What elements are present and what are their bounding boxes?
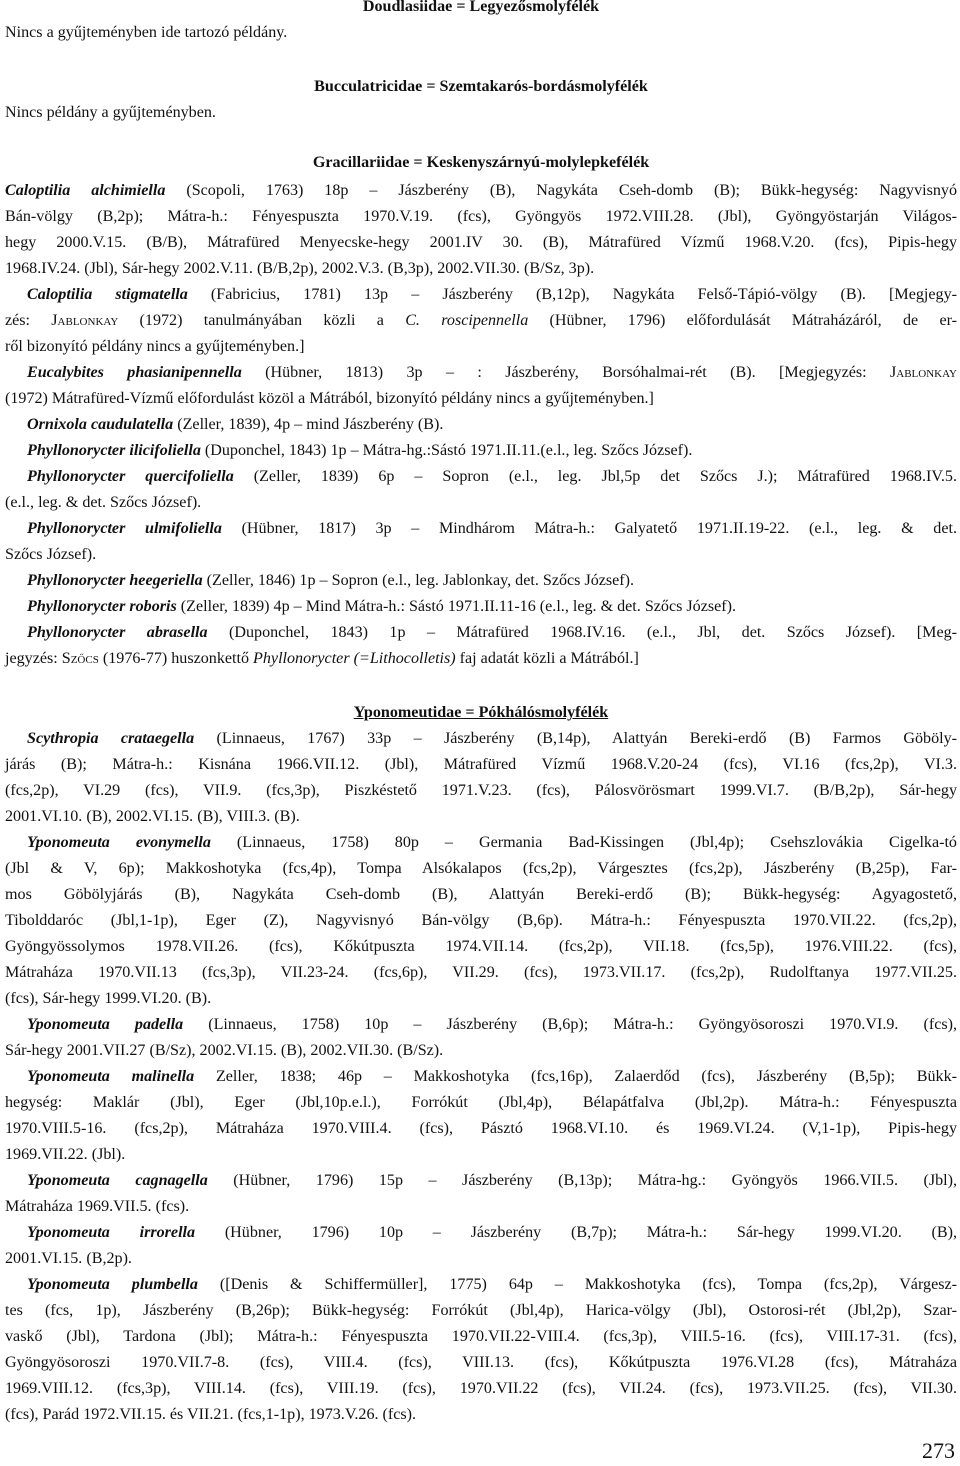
text-segment: Bán-völgy (B,2p); Mátra-h.: Fényespuszta 1970.V.19. (fcs), Gyöngyös 1972.VIII.28. (Jbl), Gyöngyöstarján Világos- xyxy=(5,208,957,225)
text-line xyxy=(27,1012,957,1038)
text-segment: (Duponchel, 1843) 1p – Mátra-hg.:Sástó 1971.II.11.(e.l., leg. Szőcs József). xyxy=(200,442,693,459)
species-name: Ornixola caudulatella xyxy=(27,416,174,433)
text-line xyxy=(5,386,957,412)
text-line xyxy=(5,256,957,282)
text-line xyxy=(5,1194,957,1220)
text-line xyxy=(27,282,957,308)
text-line xyxy=(27,568,957,594)
species-name: Yponomeuta malinella xyxy=(27,1068,195,1085)
text-segment: 1968.IV.24. (Jbl), Sár-hegy 2002.V.11. (B/B,2p), 2002.V.3. (B,3p), 2002.VII.30. (B/Sz, 3p). xyxy=(5,260,595,277)
text-line xyxy=(5,882,957,908)
text-segment: (Hübner, 1796) előfordulását Mátraházáról, de er- xyxy=(528,312,957,329)
text-line xyxy=(27,830,957,856)
species-name: Phyllonorycter roboris xyxy=(27,598,177,615)
text-segment: Phyllonorycter (=Lithocolletis) xyxy=(253,650,456,667)
text-line xyxy=(27,594,957,620)
text-line xyxy=(5,856,957,882)
text-segment: C. xyxy=(405,312,420,329)
text-line xyxy=(27,726,957,752)
text-line xyxy=(5,1298,957,1324)
text-segment: (fcs), Parád 1972.VII.15. és VII.21. (fcs,1-1p), 1973.V.26. (fcs). xyxy=(5,1406,417,1423)
text-segment: (Fabricius, 1781) 13p – Jászberény (B,12p), Nagykáta Felső-Tápió-völgy (B). [Megjegy- xyxy=(187,286,957,303)
text-line xyxy=(27,1064,957,1090)
text-line xyxy=(5,1116,957,1142)
text-line xyxy=(5,1350,957,1376)
text-segment: (Jbl & V, 6p); Makkoshotyka (fcs,4p), Tompa Alsókalapos (fcs,2p), Várgesztes (fcs,2p), Jászberény (B,25p), Far- xyxy=(5,860,957,877)
text-line xyxy=(5,752,957,778)
text-segment: (1972) Mátrafüred-Vízmű előfordulást közöl a Mátrából, bizonyító példány nincs a gyűjteményben.] xyxy=(5,390,654,407)
text-line xyxy=(5,204,957,230)
species-name: Phyllonorycter quercifoliella xyxy=(27,468,234,485)
text-line xyxy=(5,1038,957,1064)
text-segment: Nincs a gyűjteményben ide tartozó példány. xyxy=(5,24,288,41)
text-line xyxy=(27,464,957,490)
species-name: Yponomeuta plumbella xyxy=(27,1276,198,1293)
text-segment: (e.l., leg. & det. Szőcs József). xyxy=(5,494,202,511)
species-name: Caloptilia alchimiella xyxy=(5,182,166,199)
text-line xyxy=(27,1168,957,1194)
text-segment: ([Denis & Schiffermüller], 1775) 64p – Makkoshotyka (fcs), Tompa (fcs,2p), Várgesz- xyxy=(197,1276,957,1293)
text-segment: járás (B); Mátra-h.: Kisnána 1966.VII.12. (Jbl), Mátrafüred Vízmű 1968.V.20-24 (fcs), VI.16 (fcs,2p), VI.3. xyxy=(5,756,957,773)
text-line xyxy=(5,230,957,256)
text-line xyxy=(5,960,957,986)
species-name: Yponomeuta padella xyxy=(27,1016,184,1033)
text-segment: (Zeller, 1846) 1p – Sopron (e.l., leg. Jablonkay, det. Szőcs József). xyxy=(202,572,635,589)
text-segment: Tibolddaróc (Jbl,1-1p), Eger (Z), Nagyvisnyó Bán-völgy (B,6p). Mátra-h.: Fényespuszta 1970.VII.22. (fcs,2p), xyxy=(5,912,957,929)
section-heading xyxy=(5,150,957,176)
text-segment: hegység: Maklár (Jbl), Eger (Jbl,10p.e.l.), Forrókút (Jbl,4p), Bélapátfalva (Jbl,2p). Mátra-h.: Fényespuszta xyxy=(5,1094,957,1111)
page-number: 273 xyxy=(922,1438,955,1463)
text-segment: 1969.VII.22. (Jbl). xyxy=(5,1146,126,1163)
text-segment: (Hübner, 1817) 3p – Mindhárom Mátra-h.: Galyatető 1971.II.19-22. (e.l., leg. & det. xyxy=(221,520,957,537)
text-segment: 2001.VI.10. (B), 2002.VI.15. (B), VIII.3. (B). xyxy=(5,808,300,825)
text-segment: (fcs,2p), VI.29 (fcs), VII.9. (fcs,3p), Piszkéstető 1971.V.23. (fcs), Pálosvörösmart 1999.VI.7. (B/B,2p), Sár-hegy xyxy=(5,782,957,799)
text-segment: jegyzés: xyxy=(5,650,62,667)
text-line xyxy=(5,100,957,126)
text-line xyxy=(5,308,957,334)
text-line xyxy=(5,778,957,804)
text-segment: Bucculatricidae = Szemtakarós-bordásmolyfélék xyxy=(314,78,648,95)
text-line xyxy=(5,646,957,672)
text-segment: (1972) tanulmányában közli a xyxy=(118,312,406,329)
species-name: Scythropia crataegella xyxy=(27,730,195,747)
text-line xyxy=(5,490,957,516)
text-line xyxy=(27,438,957,464)
species-name: Phyllonorycter ulmifoliella xyxy=(27,520,222,537)
text-segment: tes (fcs, 1p), Jászberény (B,26p); Bükk-hegység: Forrókút (Jbl,4p), Harica-völgy (Jbl), Ostorosi-rét (Jbl,2p), Szar- xyxy=(5,1302,957,1319)
section-heading xyxy=(5,700,957,726)
text-segment: Sár-hegy 2001.VII.27 (B/Sz), 2002.VI.15. (B), 2002.VII.30. (B/Sz). xyxy=(5,1042,444,1059)
text-line xyxy=(5,20,957,46)
text-line xyxy=(5,1090,957,1116)
text-line xyxy=(5,1246,957,1272)
text-segment: hegy 2000.V.15. (B/B), Mátrafüred Menyecske-hegy 2001.IV 30. (B), Mátrafüred Vízmű 1968.V.20. (fcs), Pipis-hegy xyxy=(5,234,957,251)
text-segment: (Linnaeus, 1767) 33p – Jászberény (B,14p), Alattyán Bereki-erdő (B) Farmos Göböly- xyxy=(194,730,957,747)
species-name: Caloptilia stigmatella xyxy=(27,286,188,303)
text-segment: Jablonkay xyxy=(51,312,119,329)
text-segment: (Zeller, 1839) 4p – Mind Mátra-h.: Sástó 1971.II.11-16 (e.l., leg. & det. Szőcs József). xyxy=(176,598,736,615)
species-name: Eucalybites phasianipennella xyxy=(27,364,242,381)
text-line xyxy=(27,516,957,542)
text-line xyxy=(5,542,957,568)
text-line xyxy=(27,620,957,646)
text-segment xyxy=(420,312,441,329)
text-line xyxy=(5,986,957,1012)
text-segment: 1969.VIII.12. (fcs,3p), VIII.14. (fcs), VIII.19. (fcs), 1970.VII.22 (fcs), VII.24. (fcs), 1973.VII.25. (fcs), VII.30. xyxy=(5,1380,957,1397)
text-line xyxy=(5,1402,957,1428)
text-segment: (Hübner, 1796) 10p – Jászberény (B,7p); Mátra-h.: Sár-hegy 1999.VI.20. (B), xyxy=(195,1224,957,1241)
text-segment: (Hübner, 1813) 3p – : Jászberény, Borsóhalmai-rét (B). [Megjegyzés: xyxy=(241,364,891,381)
text-segment: (Linnaeus, 1758) 80p – Germania Bad-Kissingen (Jbl,4p); Csehszlovákia Cigelka-tó xyxy=(210,834,957,851)
species-name: Phyllonorycter abrasella xyxy=(27,624,208,641)
text-segment: Szőcs xyxy=(61,650,99,667)
text-line xyxy=(5,804,957,830)
species-name: Yponomeuta irrorella xyxy=(27,1224,196,1241)
species-name: Phyllonorycter heegeriella xyxy=(27,572,203,589)
section-heading xyxy=(5,74,957,100)
text-line xyxy=(5,178,957,204)
text-segment: Jablonkay xyxy=(890,364,957,381)
text-line xyxy=(27,1272,957,1298)
section-heading xyxy=(5,0,957,20)
text-segment: Mátraháza 1970.VII.13 (fcs,3p), VII.23-24. (fcs,6p), VII.29. (fcs), 1973.VII.17. (fcs,2p), Rudolftanya 1977.VII.25. xyxy=(5,964,957,981)
species-name: Yponomeuta cagnagella xyxy=(27,1172,208,1189)
text-segment: (Duponchel, 1843) 1p – Mátrafüred 1968.IV.16. (e.l., Jbl, det. Szőcs József). [Meg- xyxy=(207,624,957,641)
text-segment: (Hübner, 1796) 15p – Jászberény (B,13p); Mátra-hg.: Gyöngyös 1966.VII.5. (Jbl), xyxy=(207,1172,957,1189)
text-segment: faj adatát közli a Mátrából.] xyxy=(455,650,639,667)
text-segment: Gyöngyösoroszi 1970.VII.7-8. (fcs), VIII.4. (fcs), VIII.13. (fcs), Kőkútpuszta 1976.VI.28 (fcs), Mátraháza xyxy=(5,1354,957,1371)
text-segment: Szőcs József). xyxy=(5,546,97,563)
text-line xyxy=(5,334,957,360)
text-segment: Doudlasiidae = Legyezősmolyfélék xyxy=(362,0,600,15)
text-segment: (Zeller, 1839) 6p – Sopron (e.l., leg. Jbl,5p det Szőcs J.); Mátrafüred 1968.IV.5. xyxy=(233,468,957,485)
text-segment: ről bizonyító példány nincs a gyűjteményben.] xyxy=(5,338,305,355)
text-segment: (Linnaeus, 1758) 10p – Jászberény (B,6p); Mátra-h.: Gyöngyösoroszi 1970.VI.9. (fcs), xyxy=(183,1016,958,1033)
text-segment: (fcs), Sár-hegy 1999.VI.20. (B). xyxy=(5,990,212,1007)
text-line xyxy=(5,1324,957,1350)
text-segment: (Scopoli, 1763) 18p – Jászberény (B), Nagykáta Cseh-domb (B); Bükk-hegység: Nagyvisnyó xyxy=(165,182,957,199)
text-line xyxy=(27,412,957,438)
text-segment: roscipennella xyxy=(441,312,529,329)
text-segment: 1970.VIII.5-16. (fcs,2p), Mátraháza 1970.VIII.4. (fcs), Pásztó 1968.VI.10. és 1969.VI.24. (V,1-1p), Pipis-hegy xyxy=(5,1120,957,1137)
text-segment: Gracillariidae = Keskenyszárnyú-molylepkefélék xyxy=(312,154,650,171)
text-segment: 2001.VI.15. (B,2p). xyxy=(5,1250,132,1267)
text-segment: Gyöngyössolymos 1978.VII.26. (fcs), Kőkútpuszta 1974.VII.14. (fcs,2p), VII.18. (fcs,5p), 1976.VIII.22. (fcs), xyxy=(5,938,957,955)
text-segment: Zeller, 1838; 46p – Makkoshotyka (fcs,16p), Zalaerdőd (fcs), Jászberény (B,5p); Bükk- xyxy=(194,1068,957,1085)
text-segment: Yponomeutidae = Pókhálósmolyfélék xyxy=(353,704,609,721)
text-segment: Mátraháza 1969.VII.5. (fcs). xyxy=(5,1198,190,1215)
text-segment: (1976-77) huszonkettő xyxy=(98,650,254,667)
species-name: Yponomeuta evonymella xyxy=(27,834,211,851)
text-segment: zés: xyxy=(5,312,52,329)
text-segment: vaskő (Jbl), Tardona (Jbl); Mátra-h.: Fényespuszta 1970.VII.22-VIII.4. (fcs,3p), VIII.5-16. (fcs), VIII.17-31. (fcs), xyxy=(5,1328,957,1345)
text-line xyxy=(5,934,957,960)
text-line xyxy=(27,1220,957,1246)
text-segment: (Zeller, 1839), 4p – mind Jászberény (B). xyxy=(173,416,444,433)
species-name: Phyllonorycter ilicifoliella xyxy=(27,442,201,459)
text-segment: mos Göbölyjárás (B), Nagykáta Cseh-domb (B), Alattyán Bereki-erdő (B); Bükk-hegység: Agyagostető, xyxy=(5,886,957,903)
text-line xyxy=(5,908,957,934)
text-line xyxy=(5,1376,957,1402)
text-segment: Nincs példány a gyűjteményben. xyxy=(5,104,216,121)
text-line xyxy=(27,360,957,386)
text-line xyxy=(5,1142,957,1168)
